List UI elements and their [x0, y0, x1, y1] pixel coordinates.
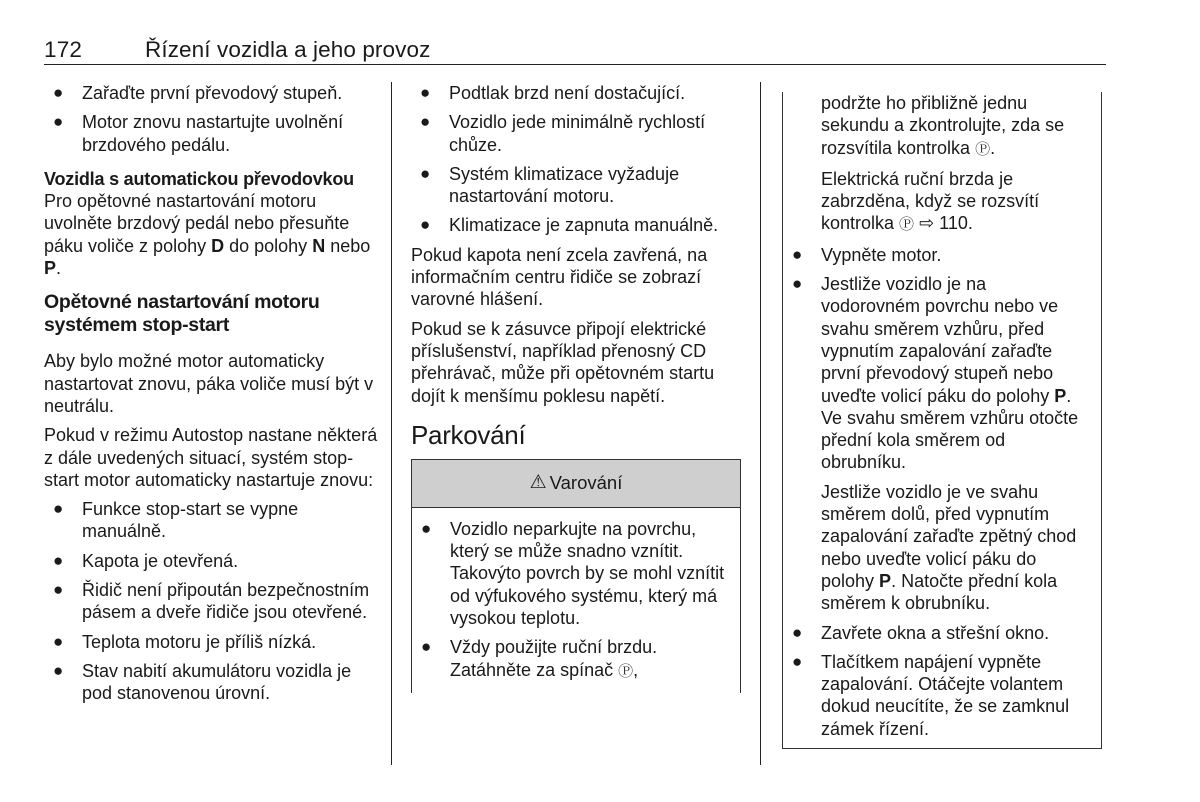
- bullet-dot: ●: [792, 651, 803, 671]
- bullet-dot: ●: [53, 550, 64, 570]
- list-item: ● Vozidlo neparkujte na povrchu, který se může snadno vznítit. Takovýto povrch by se mohl vznítit od výfukového systému, který má vysokou teplotu.: [421, 518, 725, 629]
- bullet-dot: ●: [792, 622, 803, 642]
- column-3: [782, 92, 1102, 749]
- bullet-dot: ●: [53, 660, 64, 680]
- column-divider-1: [391, 82, 392, 765]
- list-item: ● Podtlak brzd není dostačující.: [420, 83, 686, 103]
- parking-brake-p-icon: Ⓟ: [899, 216, 915, 234]
- auto-transmission-text: Pro opětovné nastartování motoru uvolněte brzdový pedál nebo přesuňte páku voliče z polohy D do polohy N nebo P.: [44, 191, 371, 279]
- warning-body: [412, 508, 740, 683]
- bullet-dot: ●: [53, 112, 64, 132]
- list-item: ● Tlačítkem napájení vypněte zapalování. Otáčejte volantem dokud neucítíte, že se zamknul zámek řízení.: [792, 651, 1070, 739]
- list-item: ● Řidič není připoután bezpečnostním pásem a dveře řidiče jsou otevřené.: [53, 580, 370, 623]
- stop-start-heading: Opětovné nastartování motoru systémem stop-start: [44, 291, 320, 337]
- bullet-dot: ●: [53, 499, 64, 519]
- paragraph: Pokud se k zásuvce připojí elektrické příslušenství, například přenosný CD přehrávač, může při opětovném startu dojít k menšímu poklesu napětí.: [411, 318, 715, 406]
- list-item: ● Vypněte motor.: [792, 244, 942, 265]
- header-rule: [44, 64, 1106, 65]
- bullet-dot: ●: [792, 244, 803, 264]
- bullet-dot: ●: [53, 83, 64, 102]
- warning-box-continued: [782, 92, 1102, 749]
- bullet-dot: ●: [420, 112, 431, 132]
- page-number: 172: [44, 37, 83, 62]
- bullet-list: [411, 82, 741, 237]
- list-item: ● Vozidlo jede minimálně rychlostí chůze.: [420, 112, 706, 155]
- parking-brake-p-icon: Ⓟ: [618, 662, 634, 680]
- list-item: ● Jestliže vozidlo je na vodorovném povrchu nebo ve svahu směrem vzhůru, před vypnutím zapalování zařaďte první převodový stupeň nebo uveďte volicí páku do polohy P. Ve svahu směrem vzhůru otočte přední kola směrem od obrubníku.: [792, 274, 1079, 473]
- paragraph: Pokud kapota není zcela zavřená, na informačním centru řidiče se zobrazí varovné hlášení.: [411, 244, 708, 310]
- bullet-dot: ●: [420, 83, 431, 102]
- paragraph: Aby bylo možné motor automaticky nastartovat znovu, páka voliče musí být v neutrálu.: [44, 351, 374, 416]
- list-item: ● Systém klimatizace vyžaduje nastartování motoru.: [420, 163, 680, 207]
- bullet-dot: ●: [420, 163, 431, 183]
- chapter-title: Řízení vozidla a jeho provoz: [145, 37, 431, 62]
- column-divider-2: [760, 82, 761, 765]
- list-item: ● Funkce stop-start se vypne manuálně.: [53, 499, 299, 542]
- bullet-dot: ●: [53, 580, 64, 600]
- paragraph: podržte ho přibližně jednu sekundu a zkontrolujte, zda se rozsvítila kontrolka Ⓟ.: [821, 93, 1065, 158]
- bullet-dot: ●: [420, 215, 431, 235]
- bullet-dot: ●: [792, 274, 803, 294]
- list-item: ● Stav nabití akumulátoru vozidla je pod stanovenou úrovní.: [53, 660, 352, 704]
- column-1: [44, 82, 382, 712]
- bullet-dot: ●: [421, 637, 432, 657]
- paragraph: Pokud v režimu Autostop nastane některá z dále uvedených situací, systém stop-start motor automaticky nastartuje znovu:: [44, 425, 378, 490]
- section-title-parking: Parkování: [411, 419, 526, 450]
- list-item: ● Teplota motoru je příliš nízká.: [53, 631, 317, 652]
- list-item: ● Klimatizace je zapnuta manuálně.: [420, 215, 719, 236]
- list-item: ● Zařaďte první převodový stupeň.: [53, 83, 343, 103]
- warning-header: [412, 460, 740, 508]
- downhill-paragraph: Jestliže vozidlo je ve svahu směrem dolů, před vypnutím zapalování zařaďte zpětný chod nebo uveďte volicí páku do polohy P. Natočte přední kola směrem k obrubníku.: [821, 481, 1077, 614]
- bullet-list: [783, 622, 1089, 740]
- warning-title: Varování: [549, 472, 623, 494]
- bullet-list-top: [44, 82, 382, 156]
- auto-transmission-heading: Vozidla s automatickou převodovkou: [44, 168, 354, 189]
- warning-continuation: [783, 92, 1089, 237]
- warning-bullet-list: [412, 518, 734, 683]
- warning-triangle-icon: ⚠: [529, 472, 547, 494]
- list-item: ● Kapota je otevřená.: [53, 550, 239, 571]
- column-2: [411, 82, 741, 693]
- bullet-dot: ●: [53, 631, 64, 651]
- page-header: [44, 36, 1106, 66]
- parking-brake-p-icon: Ⓟ: [975, 140, 991, 158]
- warning-box: [411, 459, 741, 693]
- list-item: ● Vždy použijte ruční brzdu. Zatáhněte za spínač Ⓟ,: [421, 637, 658, 680]
- bullet-list: [783, 244, 1089, 474]
- list-item: ● Motor znovu nastartujte uvolnění brzdového pedálu.: [53, 112, 344, 155]
- paragraph: Elektrická ruční brzda je zabrzděna, když se rozsvítí kontrolka Ⓟ ⇨ 110.: [821, 168, 1040, 234]
- page-reference[interactable]: ⇨ 110.: [914, 213, 973, 234]
- list-item: ● Zavřete okna a střešní okno.: [792, 622, 1050, 643]
- bullet-list-bottom: [44, 498, 382, 704]
- bullet-dot: ●: [421, 518, 432, 538]
